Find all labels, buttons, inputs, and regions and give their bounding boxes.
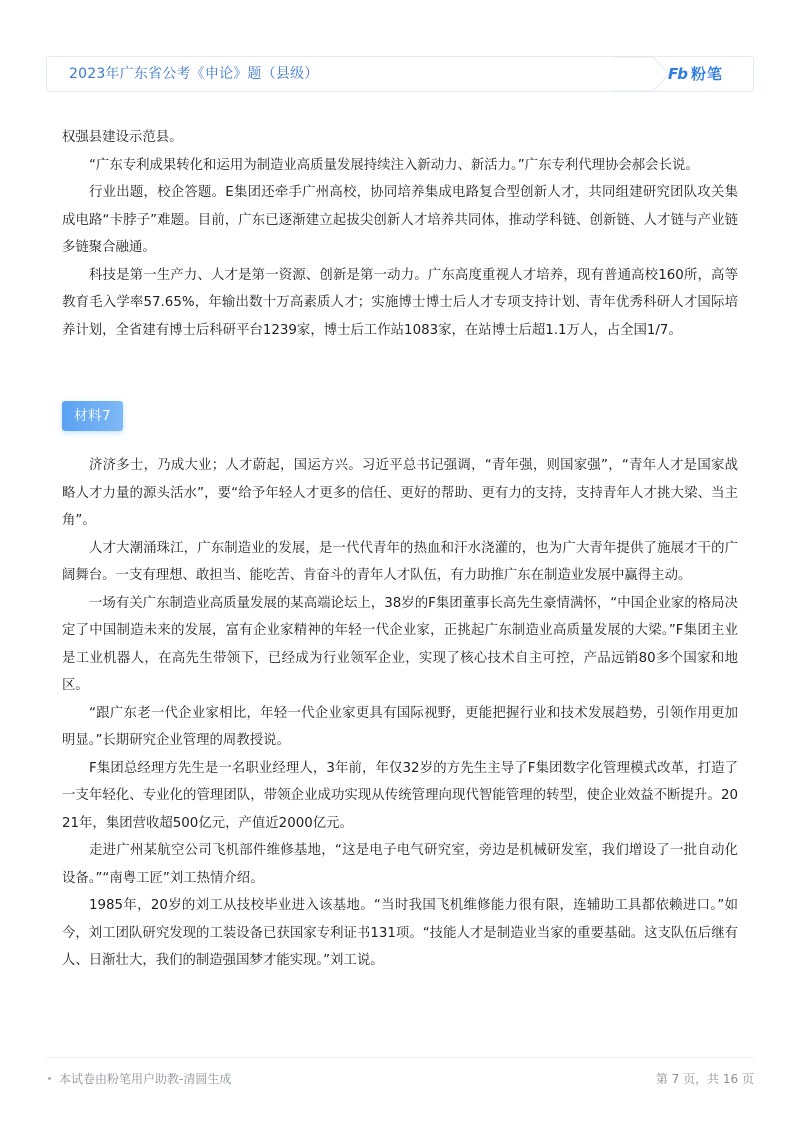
material-text-block <box>62 452 738 975</box>
footer-generator-text: 本试卷由粉笔用户助教-清圆生成 <box>59 1072 232 1086</box>
brand-logo <box>668 57 723 91</box>
paragraph: 科技是第一生产力、人才是第一资源、创新是第一动力。广东高度重视人才培养，现有普通高校160所，高等教育毛入学率57.65%，年输出数十万高素质人才；实施博士博士后人才专项支持计划、青年优秀科研人才国际培养计划，全省建有博士后科研平台1239家，博士后工作站1083家，在站博士后超1.1万人，占全国1/7。 <box>62 267 738 338</box>
bullet-dot-icon <box>48 1077 51 1080</box>
footer-note <box>48 1070 231 1087</box>
footer-divider <box>46 1057 754 1058</box>
top-text-block <box>62 124 738 344</box>
logo-text: 粉笔 <box>690 65 723 83</box>
paragraph: 一场有关广东制造业高质量发展的某高端论坛上，38岁的F集团董事长高先生豪情满怀，“中国企业家的格局决定了中国制造未来的发展，富有企业家精神的年轻一代企业家，正挑起广东制造业高质量发展的大梁。”F集团主业是工业机器人，在高先生带领下，已经成为行业领军企业，实现了核心技术自主可控，产品远销80多个国家和地区。 <box>62 595 738 693</box>
paragraph: 济济多士，乃成大业；人才蔚起，国运方兴。习近平总书记强调，“青年强，则国家强”，“青年人才是国家战略人才力量的源头活水”，要“给予年轻人才更多的信任、更好的帮助、更有力的支持，支持青年人才挑大梁、当主角”。 <box>62 458 738 528</box>
logo-mark-icon: Fb <box>668 65 687 83</box>
paragraph: 人才大潮涌珠江，广东制造业的发展，是一代代青年的热血和汗水浇灌的，也为广大青年提供了施展才干的广阔舞台。一支有理想、敢担当、能吃苦、肯奋斗的青年人才队伍，有力助推广东在制造业发展中赢得主动。 <box>62 540 738 583</box>
paragraph: “广东专利成果转化和运用为制造业高质量发展持续注入新动力、新活力。”广东专利代理协会郝会长说。 <box>89 157 699 173</box>
paragraph: “跟广东老一代企业家相比，年轻一代企业家更具有国际视野，更能把握行业和技术发展趋势，引领作用更加明显。”长期研究企业管理的周教授说。 <box>62 705 738 748</box>
material-label: 材料7 <box>62 401 123 431</box>
document-title: 2023年广东省公考《申论》题（县级） <box>69 66 319 82</box>
page-number: 第 7 页，共 16 页 <box>655 1072 754 1086</box>
paragraph: 权强县建设示范县。 <box>62 130 183 145</box>
paragraph: 1985年，20岁的刘工从技校毕业进入该基地。“当时我国飞机维修能力很有限，连辅助工具都依赖进口。”如今，刘工团队研究发现的工装设备已获国家专利证书131项。“技能人才是制造业当家的重要基础。这支队伍后继有人、日渐壮大，我们的制造强国梦才能实现。”刘工说。 <box>62 898 738 968</box>
material-label-wrap <box>62 401 152 431</box>
paragraph: 行业出题，校企答题。E集团还牵手广州高校，协同培养集成电路复合型创新人才，共同组建研究团队攻关集成电路“卡脖子”难题。目前，广东已逐渐建立起拔尖创新人才培养共同体，推动学科链、创新链、人才链与产业链多链聚合融通。 <box>62 185 738 255</box>
paragraph: 走进广州某航空公司飞机部件维修基地，“这是电子电气研究室，旁边是机械研发室，我们增设了一批自动化设备。”“南粤工匠”刘工热情介绍。 <box>62 843 738 886</box>
paragraph: F集团总经理方先生是一名职业经理人，3年前，年仅32岁的方先生主导了F集团数字化管理模式改革，打造了一支年轻化、专业化的管理团队，带领企业成功实现从传统管理向现代智能管理的转型，使企业效益不断提升。2021年，集团营收超500亿元，产值近2000亿元。 <box>62 760 738 831</box>
chevron-decoration-icon <box>613 57 673 91</box>
page-header <box>46 56 754 92</box>
